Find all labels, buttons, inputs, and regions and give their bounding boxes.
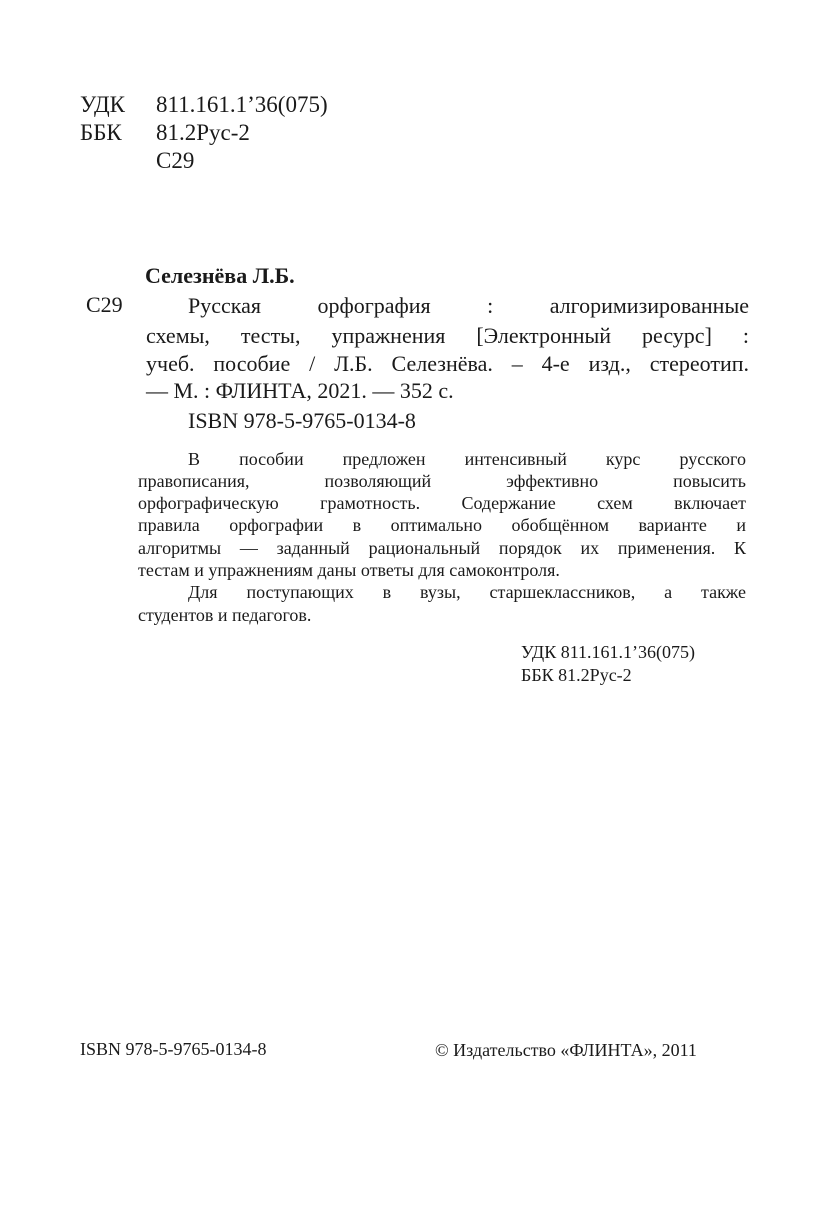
author-mark-top: С29 bbox=[156, 148, 195, 173]
entry-line: — М. : ФЛИНТА, 2021. — 352 с. bbox=[146, 378, 454, 403]
udk-value: 811.161.1’36(075) bbox=[156, 92, 328, 117]
annotation-line: В пособии предложен интенсивный курс русского bbox=[188, 449, 746, 469]
annotation-line: орфографическую грамотность. Содержание схем включает bbox=[138, 493, 746, 513]
annotation-line: тестам и упражнениям даны ответы для самоконтроля. bbox=[138, 560, 560, 580]
udk-bottom: УДК 811.161.1’36(075) bbox=[521, 642, 696, 662]
annotation-line: алгоритмы — заданный рациональный порядок их применения. К bbox=[138, 538, 746, 558]
annotation-line: правописания, позволяющий эффективно повысить bbox=[138, 471, 746, 491]
entry-line: схемы, тесты, упражнения [Электронный ресурс] : bbox=[146, 323, 749, 348]
annotation-line: студентов и педагогов. bbox=[138, 605, 312, 625]
footer-isbn: ISBN 978-5-9765-0134-8 bbox=[80, 1039, 267, 1059]
author-mark: С29 bbox=[86, 292, 123, 317]
entry-line: учеб. пособие / Л.Б. Селезнёва. – 4-е изд., стереотип. bbox=[146, 351, 749, 376]
top-classification bbox=[80, 92, 380, 182]
copyright: © Издательство «ФЛИНТА», 2011 bbox=[435, 1040, 697, 1060]
udk-label: УДК bbox=[80, 92, 125, 117]
entry-line: Русская орфография : алгоримизированные bbox=[188, 293, 749, 318]
bbk-bottom: ББК 81.2Рус-2 bbox=[521, 665, 632, 685]
bbk-label: ББК bbox=[80, 120, 122, 145]
annotation-line: Для поступающих в вузы, старшеклассников, а также bbox=[188, 582, 746, 602]
author-name: Селезнёва Л.Б. bbox=[145, 263, 295, 288]
annotation-line: правила орфографии в оптимально обобщённом варианте и bbox=[138, 515, 746, 535]
bbk-value: 81.2Рус-2 bbox=[156, 120, 250, 145]
isbn-main: ISBN 978-5-9765-0134-8 bbox=[188, 408, 416, 433]
